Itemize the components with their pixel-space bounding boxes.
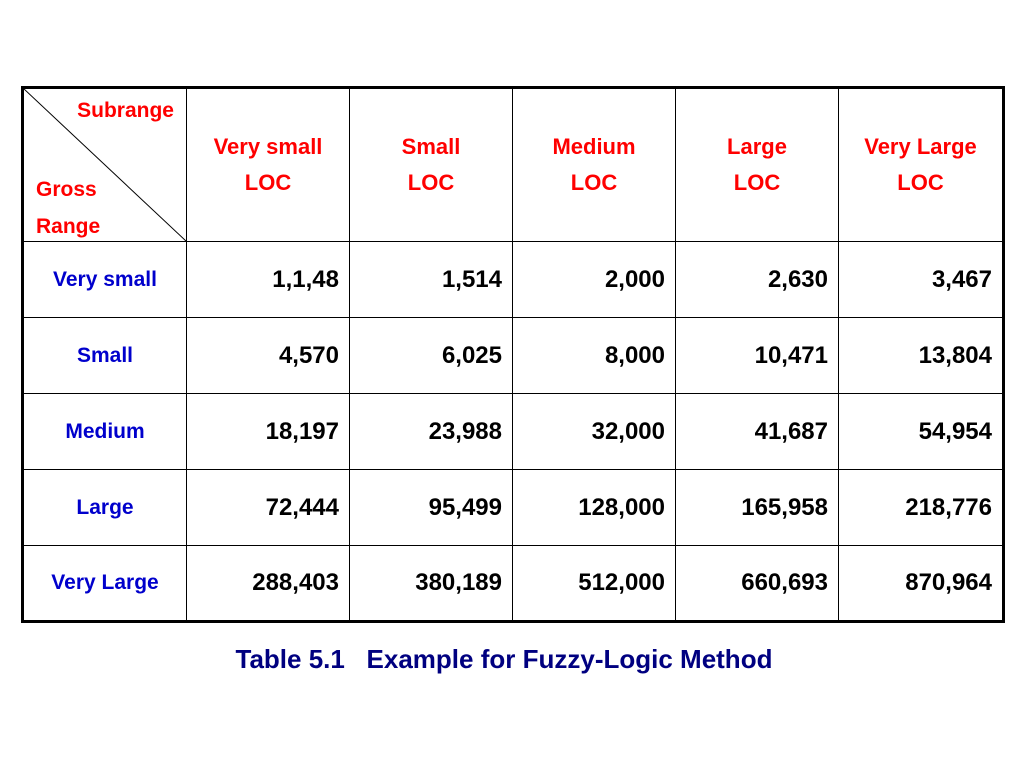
corner-cell — [23, 88, 187, 242]
table-cell: 128,000 — [513, 470, 676, 546]
table-row — [23, 318, 1004, 394]
table-cell: 54,954 — [839, 394, 1004, 470]
table-cell: 1,514 — [350, 242, 513, 318]
table-cell: 2,630 — [676, 242, 839, 318]
table-cell: 32,000 — [513, 394, 676, 470]
table-caption — [0, 644, 1008, 675]
column-header: Small LOC — [350, 88, 513, 242]
table-cell: 8,000 — [513, 318, 676, 394]
row-header: Very Large — [23, 546, 187, 622]
fuzzy-logic-table — [21, 86, 1005, 623]
table-cell: 288,403 — [187, 546, 350, 622]
table-cell: 95,499 — [350, 470, 513, 546]
table-cell: 41,687 — [676, 394, 839, 470]
table-cell: 23,988 — [350, 394, 513, 470]
header-row — [23, 88, 1004, 242]
column-header: Very small LOC — [187, 88, 350, 242]
column-header: Very Large LOC — [839, 88, 1004, 242]
table-cell: 6,025 — [350, 318, 513, 394]
table-cell: 2,000 — [513, 242, 676, 318]
table-cell: 72,444 — [187, 470, 350, 546]
table-cell: 870,964 — [839, 546, 1004, 622]
row-header: Very small — [23, 242, 187, 318]
row-header: Small — [23, 318, 187, 394]
caption-title: Example for Fuzzy-Logic Method — [366, 644, 773, 674]
gross-range-label: Gross Range — [36, 178, 101, 238]
subrange-label: Subrange — [77, 99, 174, 122]
table-cell: 13,804 — [839, 318, 1004, 394]
table-cell: 165,958 — [676, 470, 839, 546]
column-header: Medium LOC — [513, 88, 676, 242]
row-header: Large — [23, 470, 187, 546]
caption-number: Table 5.1 — [235, 644, 345, 674]
table-cell: 512,000 — [513, 546, 676, 622]
table-row — [23, 394, 1004, 470]
table-row — [23, 546, 1004, 622]
table-cell: 218,776 — [839, 470, 1004, 546]
table-cell: 380,189 — [350, 546, 513, 622]
table-row — [23, 470, 1004, 546]
table-cell: 3,467 — [839, 242, 1004, 318]
table-cell: 1,1,48 — [187, 242, 350, 318]
table-row — [23, 242, 1004, 318]
table-cell: 4,570 — [187, 318, 350, 394]
row-header: Medium — [23, 394, 187, 470]
table-cell: 660,693 — [676, 546, 839, 622]
table-cell: 10,471 — [676, 318, 839, 394]
column-header: Large LOC — [676, 88, 839, 242]
table-cell: 18,197 — [187, 394, 350, 470]
